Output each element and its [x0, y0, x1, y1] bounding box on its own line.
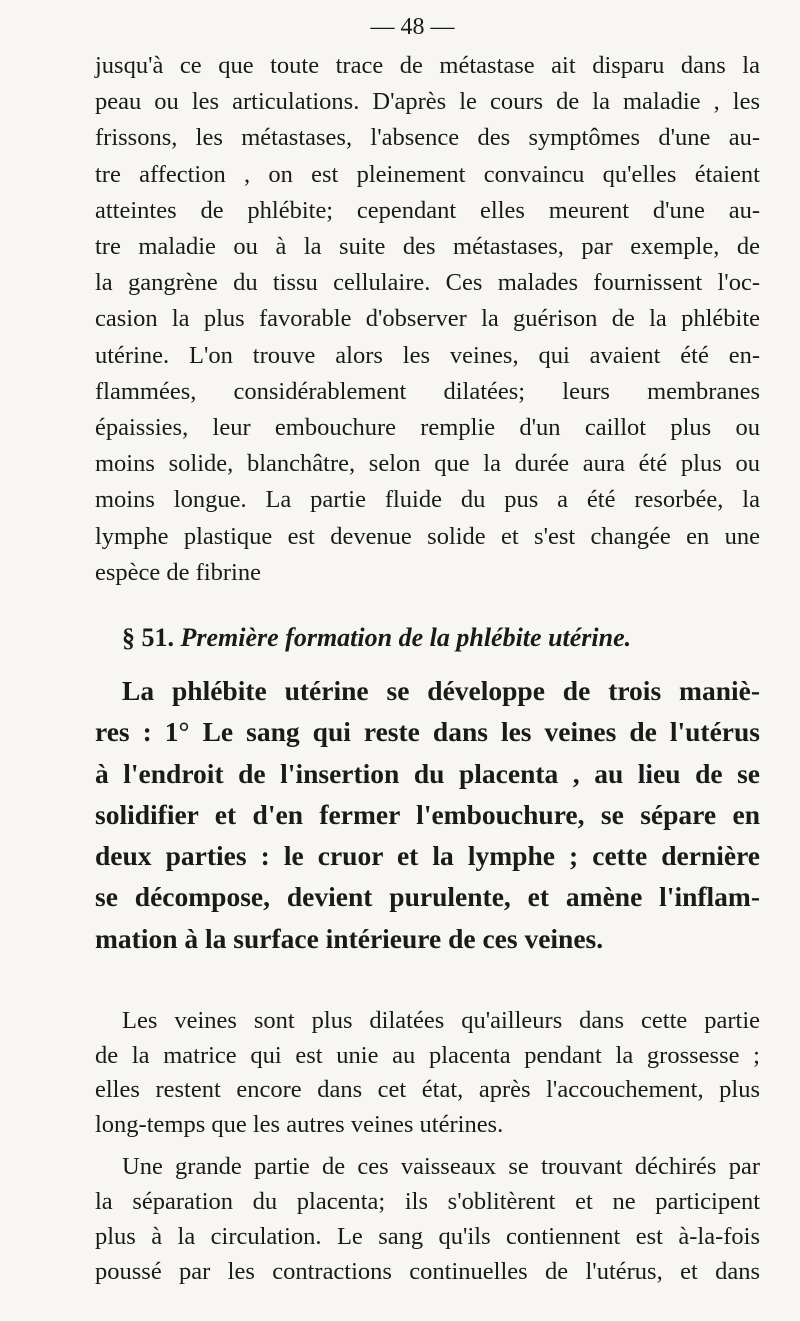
text-line: lymphe plastique est devenue solide et s'est changée en une [95, 522, 760, 550]
text-line: à l'endroit de l'insertion du placenta , au lieu de se [95, 757, 760, 789]
text-line: plus à la circulation. Le sang qu'ils contiennent est à-la-fois [95, 1223, 760, 1250]
text-line: solidifier et d'en fermer l'embouchure, se sépare en [95, 798, 760, 830]
page-number: — 48 — [370, 14, 455, 40]
text-line: elles restent encore dans cet état, après l'accouchement, plus [95, 1076, 760, 1103]
paragraph-2 [95, 670, 760, 959]
text-line: mation à la surface intérieure de ces veines. [95, 922, 604, 954]
text-line: espèce de fibrine [95, 558, 261, 586]
text-line: poussé par les contractions continuelles de l'utérus, et dans [95, 1258, 760, 1285]
paragraph-1 [95, 48, 760, 591]
section-title: Première formation de la phlébite utérine. [180, 623, 632, 652]
text-line: deux parties : le cruor et la lymphe ; cette dernière [95, 840, 760, 872]
section-heading [122, 622, 762, 654]
text-line: tre maladie ou à la suite des métastases, par exemple, de [95, 233, 760, 261]
text-line: atteintes de phlébite; cependant elles meurent d'une au- [95, 196, 760, 224]
text-line: casion la plus favorable d'observer la guérison de la phlébite [95, 305, 760, 333]
text-line: moins longue. La partie fluide du pus a été resorbée, la [95, 486, 760, 514]
section-number: § 51. [122, 623, 174, 652]
text-line: tre affection , on est pleinement convaincu qu'elles étaient [95, 160, 760, 188]
text-line: flammées, considérablement dilatées; leurs membranes [95, 377, 760, 405]
text-line: Les veines sont plus dilatées qu'ailleurs dans cette partie [122, 1007, 760, 1034]
text-line: moins solide, blanchâtre, selon que la durée aura été plus ou [95, 450, 760, 478]
paragraph-4 [95, 1149, 760, 1289]
text-line: utérine. L'on trouve alors les veines, qui avaient été en- [95, 341, 760, 369]
text-line: la séparation du placenta; ils s'oblitèrent et ne participent [95, 1188, 760, 1215]
text-line: se décompose, devient purulente, et amène l'inflam- [95, 881, 760, 913]
text-line: jusqu'à ce que toute trace de métastase ait disparu dans la [95, 52, 760, 79]
text-line: La phlébite utérine se développe de trois maniè- [122, 675, 760, 706]
text-line: Une grande partie de ces vaisseaux se trouvant déchirés par [122, 1153, 760, 1180]
text-line: épaissies, leur embouchure remplie d'un caillot plus ou [95, 414, 760, 442]
text-line: res : 1° Le sang qui reste dans les veines de l'utérus [95, 716, 760, 748]
paragraph-3 [95, 1004, 760, 1142]
text-line: long-temps que les autres veines utérines. [95, 1110, 504, 1138]
text-line: la gangrène du tissu cellulaire. Ces malades fournissent l'oc- [95, 269, 760, 297]
text-line: peau ou les articulations. D'après le cours de la maladie , les [95, 88, 760, 116]
text-line: de la matrice qui est unie au placenta pendant la grossesse ; [95, 1041, 760, 1069]
text-line: frissons, les métastases, l'absence des symptômes d'une au- [95, 124, 760, 152]
